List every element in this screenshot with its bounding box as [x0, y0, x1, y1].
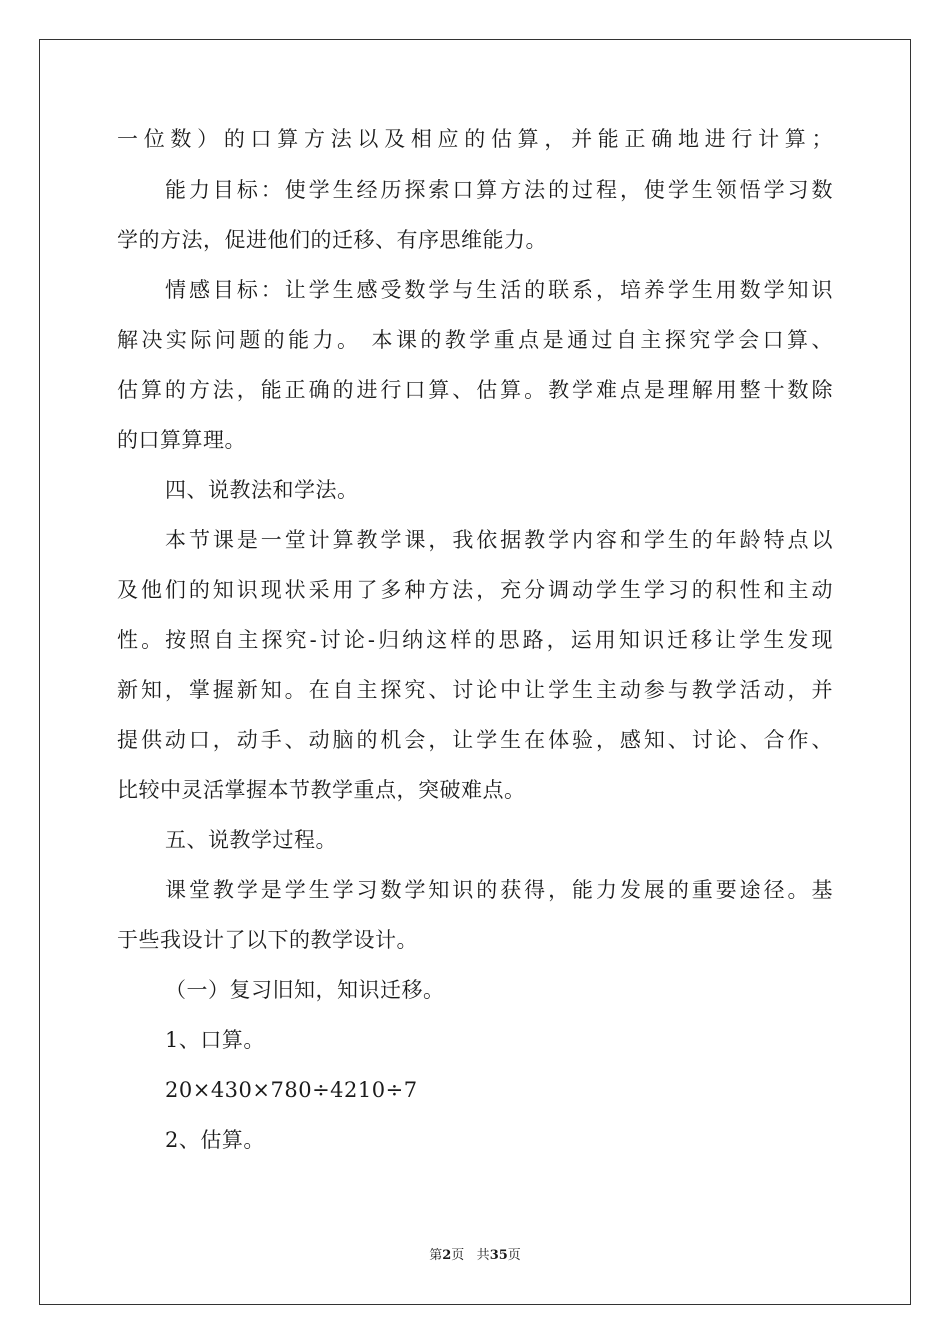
total-suffix: 页 [507, 1248, 521, 1263]
text-line-14: 比较中灵活掌握本节教学重点，突破难点。 [117, 778, 526, 802]
page-suffix: 页 [451, 1248, 465, 1263]
text-line-7: 的口算算理。 [117, 428, 246, 452]
text-line-9: 本节课是一堂计算教学课，我依据教学内容和学生的年龄特点以 [165, 528, 833, 552]
text-line-13: 提供动口，动手、动脑的机会，让学生在体验，感知、讨论、合作、 [117, 728, 833, 752]
text-line-17: 于些我设计了以下的教学设计。 [117, 928, 418, 952]
text-line-3: 学的方法，促进他们的迁移、有序思维能力。 [117, 228, 547, 252]
subsection-heading-1: （一）复习旧知，知识迁移。 [165, 978, 445, 1002]
text-line-12: 新知，掌握新知。在自主探究、讨论中让学生主动参与教学活动，并 [117, 678, 833, 702]
text-line-6: 估算的方法，能正确的进行口算、估算。教学难点是理解用整十数除 [117, 378, 833, 402]
text-line-16: 课堂教学是学生学习数学知识的获得，能力发展的重要途径。基 [165, 878, 833, 902]
text-line-10: 及他们的知识现状采用了多种方法，充分调动学生学习的积性和主动 [117, 578, 833, 602]
text-line-2: 能力目标：使学生经历探索口算方法的过程，使学生领悟学习数 [165, 178, 833, 202]
total-prefix: 共 [476, 1248, 490, 1263]
text-line-5: 解决实际问题的能力。 本课的教学重点是通过自主探究学会口算、 [117, 328, 833, 352]
total-pages: 35 [489, 1248, 508, 1263]
section-heading-5: 五、说教学过程。 [165, 828, 337, 852]
text-line-1: 一位数）的口算方法以及相应的估算，并能正确地进行计算； [117, 127, 833, 151]
math-expression: 20×430×780÷4210÷7 [165, 1078, 418, 1102]
list-item-1: 1、口算。 [165, 1028, 265, 1052]
page-number: 2 [442, 1248, 452, 1263]
page-footer [0, 1247, 950, 1265]
list-item-2: 2、估算。 [165, 1128, 265, 1152]
section-heading-4: 四、说教法和学法。 [165, 478, 359, 502]
page-prefix: 第 [429, 1248, 443, 1263]
text-line-11: 性。按照自主探究-讨论-归纳这样的思路，运用知识迁移让学生发现 [117, 628, 833, 652]
text-line-4: 情感目标：让学生感受数学与生活的联系，培养学生用数学知识 [165, 278, 833, 302]
